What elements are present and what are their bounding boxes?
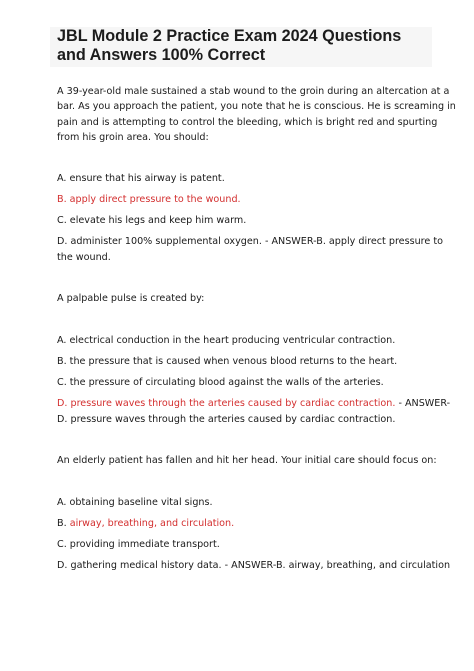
question-3-prompt: An elderly patient has fallen and hit her head. Your initial care should focus on: (57, 455, 437, 466)
question-1-option-a: A. ensure that his airway is patent. (57, 173, 225, 184)
question-1-option-c: C. elevate his legs and keep him warm. (57, 215, 247, 226)
question-3-option-c: C. providing immediate transport. (57, 539, 220, 550)
question-2-answer-continuation: D. pressure waves through the arteries caused by cardiac contraction. (57, 414, 396, 425)
question-1-prompt-line-3: pain and is attempting to control the bleeding, which is bright red and spurting (57, 117, 438, 128)
question-1-option-b-correct: B. apply direct pressure to the wound. (57, 194, 241, 205)
question-1-prompt-line-1: A 39-year-old male sustained a stab wound to the groin during an altercation at a (57, 86, 450, 97)
title-line-1: JBL Module 2 Practice Exam 2024 Questions (57, 27, 402, 45)
question-2-prompt: A palpable pulse is created by: (57, 293, 205, 304)
question-2-option-c: C. the pressure of circulating blood against the walls of the arteries. (57, 377, 384, 388)
question-2-option-b: B. the pressure that is caused when venous blood returns to the heart. (57, 356, 398, 367)
title-line-2: and Answers 100% Correct (57, 46, 266, 64)
question-1-prompt-line-4: from his groin area. You should: (57, 132, 209, 143)
question-3-option-b-correct: airway, breathing, and circulation. (69, 518, 235, 529)
document-title (57, 27, 429, 65)
question-1-prompt-line-2: bar. As you approach the patient, you note that he is conscious. He is screaming in (57, 101, 456, 112)
question-3-option-b-line (57, 516, 234, 532)
question-3-option-d-answer: D. gathering medical history data. - ANSWER-B. airway, breathing, and circulation (57, 560, 451, 571)
question-3-option-a: A. obtaining baseline vital signs. (57, 497, 213, 508)
question-2-option-d-line (57, 396, 450, 412)
question-2-answer-marker: - ANSWER- (395, 398, 451, 409)
question-3-option-b-letter: B. (57, 518, 70, 529)
question-1-option-d-answer: D. administer 100% supplemental oxygen. - ANSWER-B. apply direct pressure to (57, 236, 443, 247)
question-1-answer-continuation: the wound. (57, 252, 111, 263)
question-2-option-d-correct: D. pressure waves through the arteries caused by cardiac contraction. (57, 398, 396, 409)
question-2-option-a: A. electrical conduction in the heart producing ventricular contraction. (57, 335, 396, 346)
